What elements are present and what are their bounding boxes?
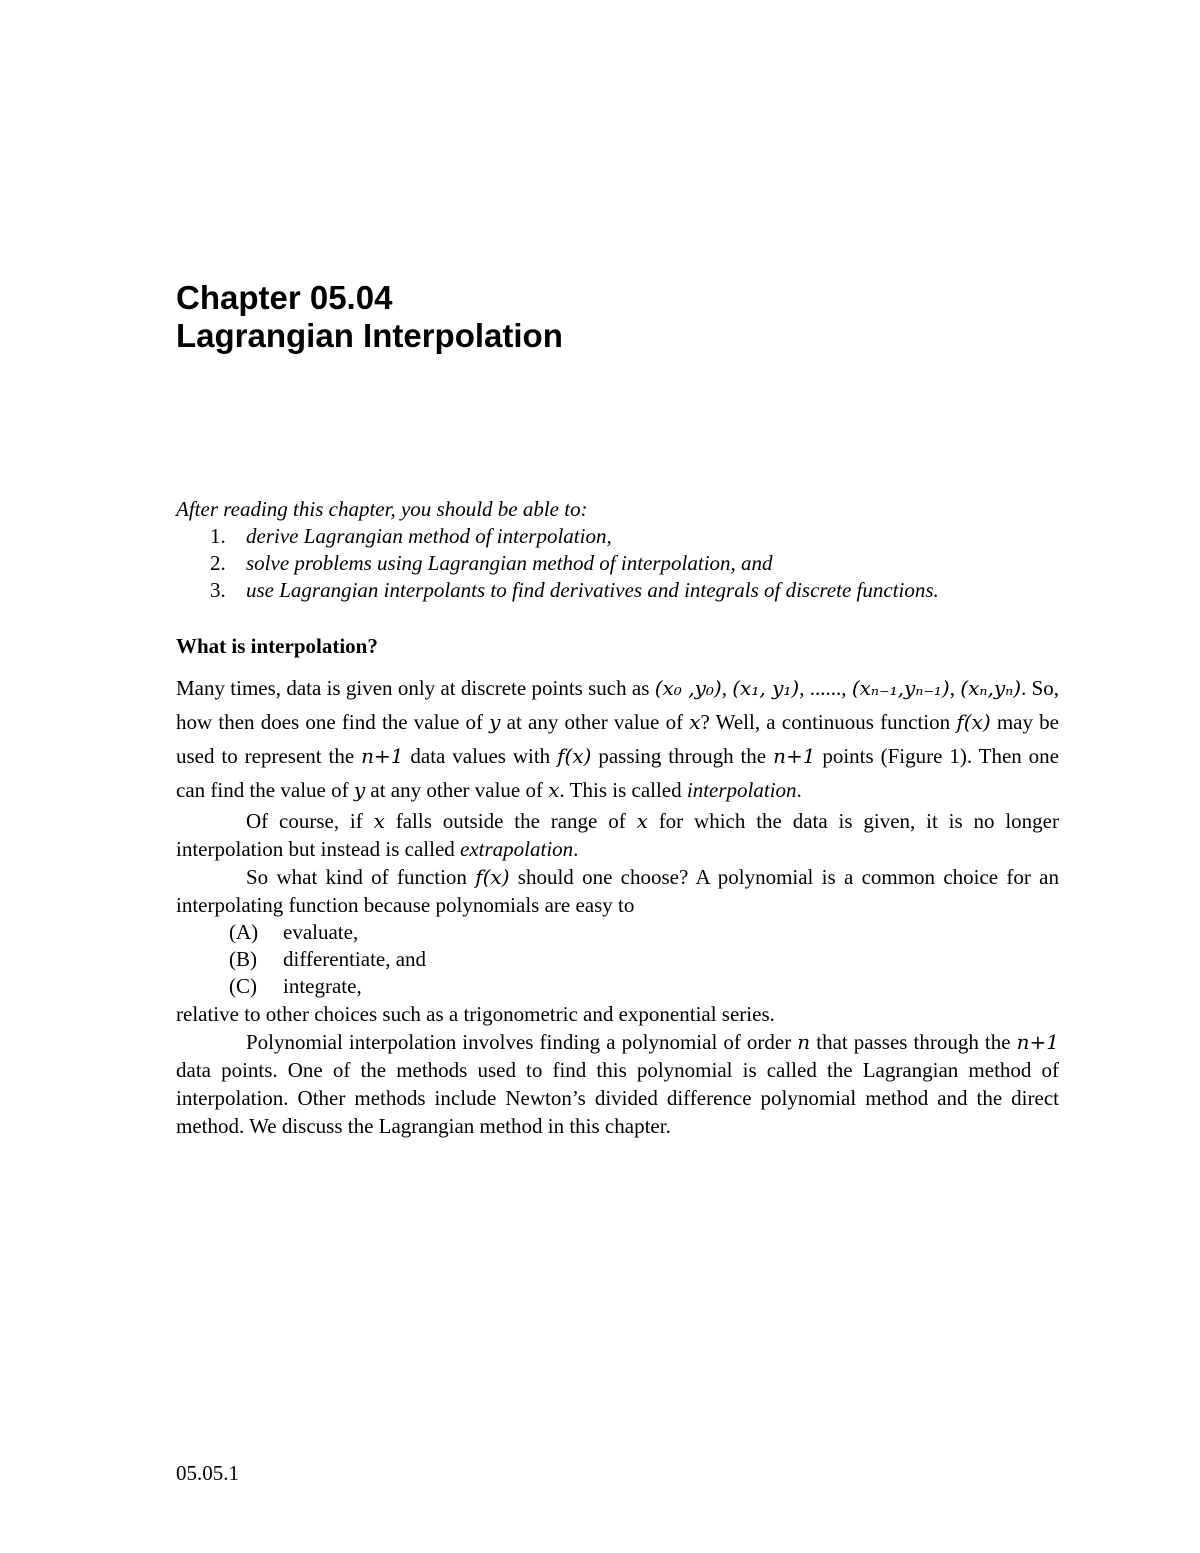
chapter-number: Chapter 05.04 (176, 279, 393, 316)
objectives-intro: After reading this chapter, you should be able to: (176, 497, 588, 521)
math-run: (x₁, y₁) (732, 676, 800, 700)
math-run: f(x) (956, 710, 991, 734)
page-number: 05.05.1 (176, 1461, 239, 1485)
math-run: n+1 (1016, 1030, 1060, 1054)
math-run: x (548, 778, 560, 802)
reason-item (176, 973, 1059, 1000)
chapter-title: Lagrangian Interpolation (176, 317, 563, 354)
math-run: x (373, 809, 385, 833)
objective-number: 1. (210, 524, 226, 548)
text-run: at any other value of (500, 710, 690, 734)
text-run: passing through the (591, 744, 774, 768)
math-run: x (636, 809, 648, 833)
reason-label: (C) (229, 974, 257, 998)
objective-item (176, 523, 1059, 550)
objective-number: 2. (210, 551, 226, 575)
reason-label: (B) (229, 947, 257, 971)
math-run: n+1 (361, 744, 404, 768)
math-run: n+1 (773, 744, 816, 768)
reasons-list (176, 919, 1059, 1000)
objective-number: 3. (210, 578, 226, 602)
objectives-list (176, 523, 1059, 604)
objective-text: solve problems using Lagrangian method of interpolation, and (246, 551, 773, 575)
reason-item (176, 919, 1059, 946)
objective-text: use Lagrangian interpolants to find derivatives and integrals of discrete functions. (246, 578, 939, 602)
text-run: . So, how then does one find the value of (176, 676, 1060, 734)
emphasis-run: interpolation (686, 778, 797, 802)
chapter-content (176, 496, 1059, 1140)
paragraph-polynomial-interpolation (176, 1028, 1059, 1140)
text-run: Many times, data is given only at discrete points such as (176, 676, 655, 700)
text-run: falls outside the range of (384, 809, 637, 833)
math-run: n (797, 1030, 811, 1054)
text-run: ? Well, a continuous function (700, 710, 957, 734)
text-run: . (573, 837, 579, 861)
reason-item (176, 946, 1059, 973)
reason-text: integrate, (283, 974, 362, 998)
text-run: for which the data is given, it is no longer interpolation but instead is called (176, 809, 1059, 861)
math-run: (xₙ₋₁,yₙ₋₁) (851, 676, 950, 700)
paragraph-relative: relative to other choices such as a trigonometric and exponential series. (176, 1002, 775, 1026)
reason-text: differentiate, and (283, 947, 427, 971)
reason-label: (A) (229, 920, 259, 944)
math-run: y (353, 778, 366, 802)
reason-text: evaluate, (283, 920, 359, 944)
text-run: . (796, 778, 802, 802)
text-run: Polynomial interpolation involves finding a polynomial of order (246, 1030, 798, 1054)
text-run: may be used to represent the (176, 710, 1059, 768)
math-run: f(x) (475, 865, 510, 889)
text-run: should one choose? A polynomial is a common choice for an interpolating function because polynomials are easy to (176, 865, 1059, 917)
paragraph-extrapolation (176, 807, 1059, 863)
paragraph-intro (176, 671, 1059, 807)
text-run: points (Figure 1). Then one can find the value of (176, 744, 1060, 802)
text-run: at any other value of (365, 778, 549, 802)
text-run: So what kind of function (246, 865, 476, 889)
objective-text: derive Lagrangian method of interpolation, (246, 524, 612, 548)
text-run: data values with (403, 744, 558, 768)
math-run: y (489, 710, 501, 734)
emphasis-run: extrapolation (460, 837, 574, 861)
text-run: , ......, (799, 676, 852, 700)
math-run: (x₀ ,y₀) (654, 676, 722, 700)
text-run: , (949, 676, 961, 700)
text-run: data points. One of the methods used to find this polynomial is called the Lagrangian method of interpolation. Other methods include Newton’s divided difference polynomial method and the direct method. We discuss the Lagrangian method in this chapter. (176, 1058, 1059, 1138)
objective-item (176, 550, 1059, 577)
text-run: that passes through the (810, 1030, 1017, 1054)
text-run: , (721, 676, 733, 700)
objective-item (176, 577, 1059, 604)
math-run: f(x) (557, 744, 592, 768)
text-run: Of course, if (246, 809, 374, 833)
text-run: . This is called (559, 778, 687, 802)
section-heading: What is interpolation? (176, 634, 378, 658)
paragraph-function-choice (176, 863, 1059, 919)
chapter-title-block (176, 279, 563, 355)
math-run: (xₙ,yₙ) (960, 676, 1022, 700)
math-run: x (689, 710, 701, 734)
